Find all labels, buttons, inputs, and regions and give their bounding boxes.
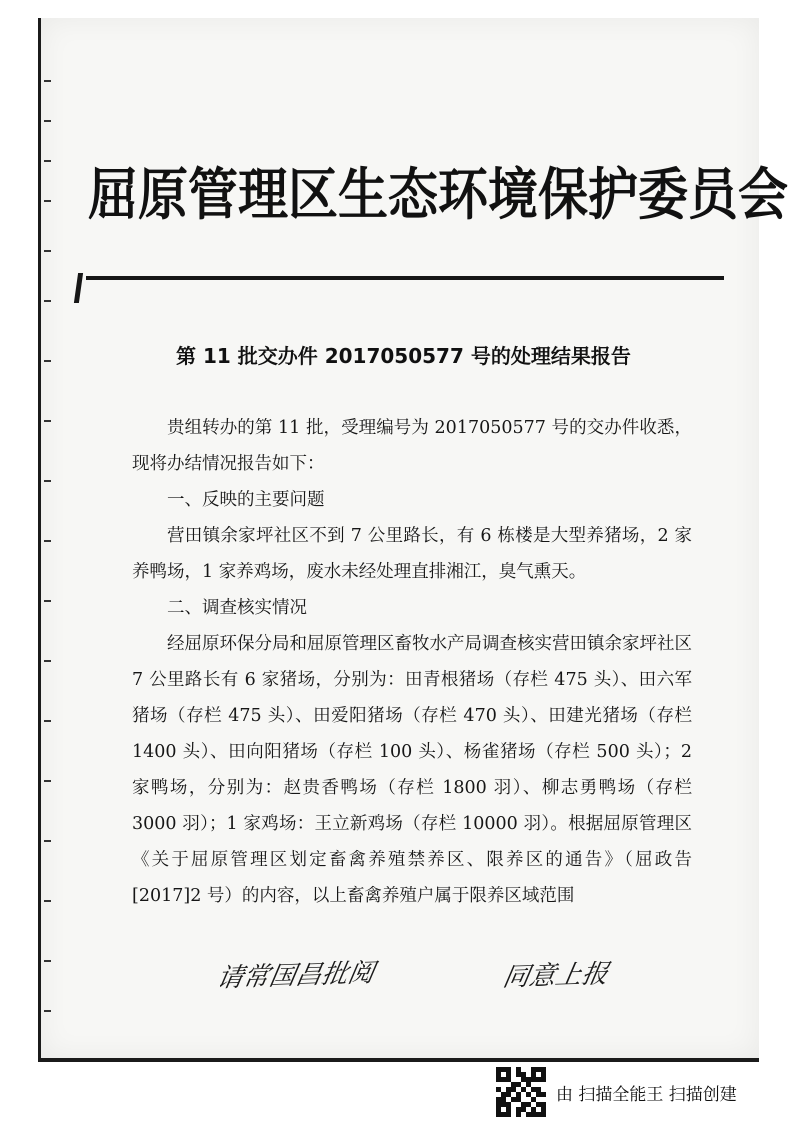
- section-heading: 二、调查核实情况: [167, 598, 307, 618]
- handwritten-note-left: 请常国昌批阅: [214, 958, 377, 994]
- letterhead-title: 屈原管理区生态环境保护委员会: [88, 161, 788, 228]
- body-paragraph: 经屈原环保分局和屈原管理区畜牧水产局调查核实营田镇余家坪社区 7 公里路长有 6 家猪场，分别为：田青根猪场（存栏 475 头）、田六军猪场（存栏 475 头）、田爱阳猪场（存栏 470 头）、田建光猪场（存栏 1400 头）、田向阳猪场（存栏 100 头）、杨雀猪场（存栏 500 头）；2 家鸭场，分别为：赵贵香鸭场（存栏 1800 羽）、柳志勇鸭场（存栏 3000 羽）；1 家鸡场：王立新鸡场（存栏 10000 羽）。根据屈原管理区《关于屈原管理区划定畜禽养殖禁养区、限养区的通告》（屈政告[2017]2 号）的内容，以上畜禽养殖户属于限养区域范围: [132, 634, 692, 906]
- scanner-credit: 由 扫描全能王 扫描创建: [556, 1084, 737, 1105]
- letterhead-rule: [86, 276, 724, 280]
- binding-holes: [44, 60, 58, 1040]
- handwritten-note-right: 同意上报: [500, 959, 611, 993]
- document-title: 第 11 批交办件 2017050577 号的处理结果报告: [176, 344, 631, 368]
- scanner-footer: [496, 1066, 737, 1118]
- qr-code-icon: [496, 1067, 546, 1117]
- document-body: [132, 410, 692, 914]
- body-paragraph: 贵组转办的第 11 批，受理编号为 2017050577 号的交办件收悉，现将办结情况报告如下：: [132, 418, 692, 474]
- section-heading: 一、反映的主要问题: [167, 490, 325, 510]
- body-paragraph: 营田镇余家坪社区不到 7 公里路长，有 6 栋楼是大型养猪场，2 家养鸭场，1 家养鸡场，废水未经处理直排湘江，臭气熏天。: [132, 526, 692, 582]
